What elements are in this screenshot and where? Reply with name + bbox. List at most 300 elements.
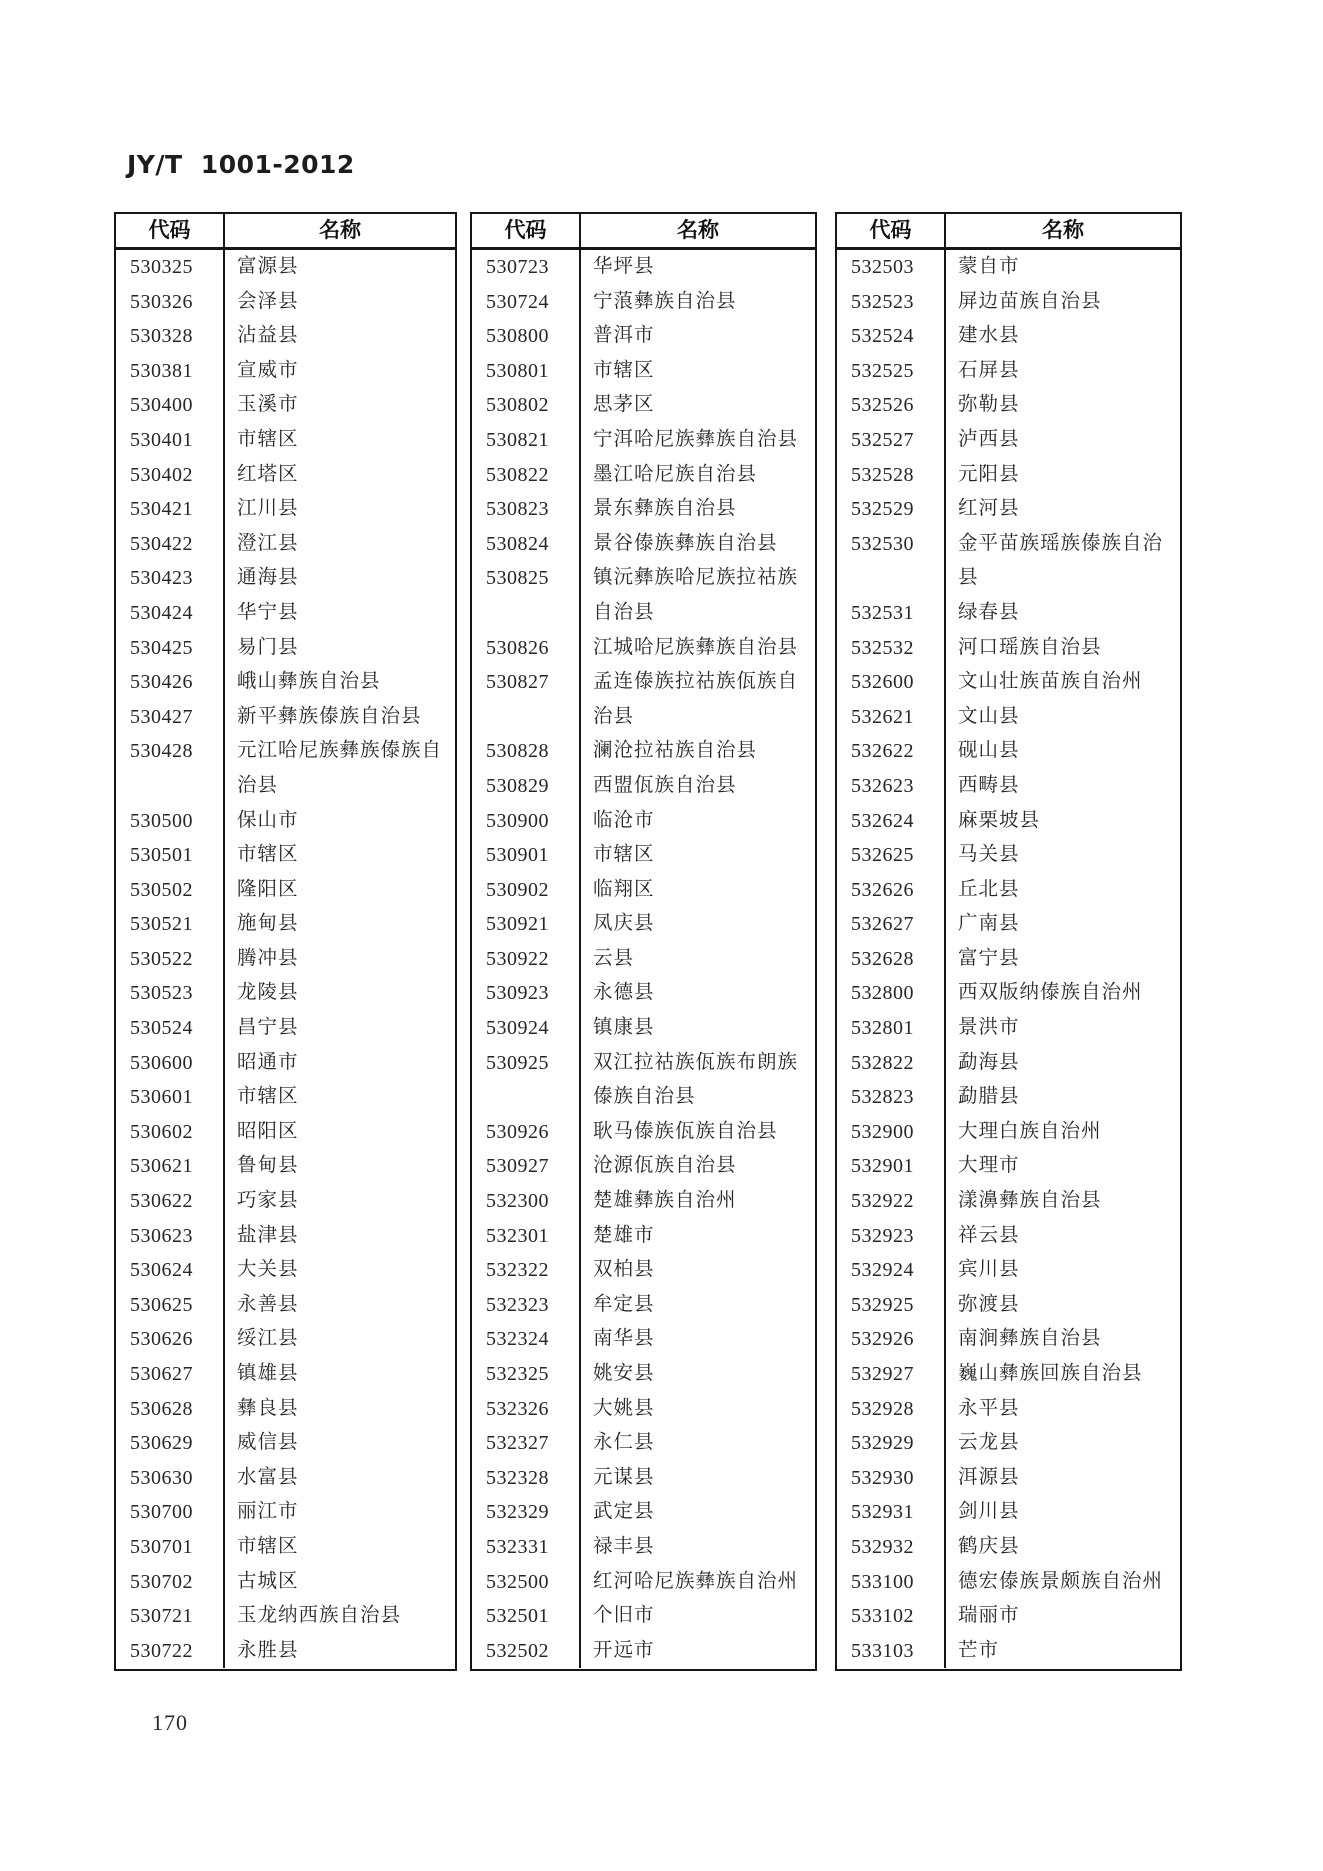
code-cell: 530500 [116, 804, 225, 839]
name-cell: 禄丰县 [593, 1535, 655, 1557]
name-cell: 祥云县 [958, 1224, 1020, 1246]
name-cell: 峨山彝族自治县 [237, 671, 381, 693]
code-cell: 530428 [116, 734, 225, 803]
table-row [472, 250, 815, 285]
code-cell: 532927 [837, 1357, 946, 1392]
code-cell: 530702 [116, 1565, 225, 1600]
code-cell: 532525 [837, 354, 946, 389]
code-cell: 530524 [116, 1011, 225, 1046]
code-cell: 530829 [472, 769, 581, 804]
table-row [837, 700, 1180, 735]
code-cell: 532327 [472, 1426, 581, 1461]
name-cell: 元谋县 [593, 1466, 655, 1488]
code-cell: 530826 [472, 631, 581, 666]
name-cell: 景东彝族自治县 [593, 498, 737, 520]
table-row [837, 1461, 1180, 1496]
table-row [116, 1322, 455, 1357]
name-cell: 蒙自市 [958, 256, 1020, 277]
table-row [837, 804, 1180, 839]
table-row [837, 1080, 1180, 1115]
code-cell: 530427 [116, 700, 225, 735]
code-cell: 532926 [837, 1322, 946, 1357]
table-row [116, 1115, 455, 1150]
code-cell: 530381 [116, 354, 225, 389]
name-cell: 耿马傣族佤族自治县 [593, 1120, 778, 1142]
name-cell: 红河县 [958, 498, 1020, 520]
code-cell: 530629 [116, 1426, 225, 1461]
name-cell: 宣威市 [237, 359, 299, 381]
table-row [472, 1115, 815, 1150]
code-cell: 530626 [116, 1322, 225, 1357]
name-cell: 马关县 [958, 844, 1020, 866]
name-cell: 大理市 [958, 1155, 1020, 1177]
table-row [472, 1253, 815, 1288]
name-cell: 水富县 [237, 1466, 299, 1488]
table-row [837, 976, 1180, 1011]
code-cell: 530921 [472, 907, 581, 942]
table-row [116, 1565, 455, 1600]
name-cell: 巧家县 [237, 1190, 299, 1212]
code-cell: 530628 [116, 1392, 225, 1427]
name-cell: 石屏县 [958, 359, 1020, 381]
table-row [837, 1288, 1180, 1323]
table-row [472, 492, 815, 527]
table-row [116, 492, 455, 527]
table-row [116, 1080, 455, 1115]
name-cell: 龙陵县 [237, 982, 299, 1004]
code-cell: 532930 [837, 1461, 946, 1496]
name-cell: 江川县 [237, 498, 299, 520]
name-cell: 市辖区 [237, 1535, 299, 1557]
table-row [837, 1599, 1180, 1634]
table-row [837, 1046, 1180, 1081]
table-row [116, 1184, 455, 1219]
code-cell: 532532 [837, 631, 946, 666]
code-cell: 532922 [837, 1184, 946, 1219]
code-cell: 530700 [116, 1495, 225, 1530]
code-cell: 530325 [116, 250, 225, 285]
table-row [116, 458, 455, 493]
table-body [472, 250, 815, 1668]
code-cell: 530522 [116, 942, 225, 977]
name-cell: 武定县 [593, 1501, 655, 1523]
code-cell: 530721 [116, 1599, 225, 1634]
name-cell: 华坪县 [593, 256, 655, 277]
code-cell: 532523 [837, 285, 946, 320]
code-cell: 532529 [837, 492, 946, 527]
name-cell: 南涧彝族自治县 [958, 1328, 1102, 1350]
table-row [472, 942, 815, 977]
table-row [116, 250, 455, 285]
name-cell: 市辖区 [237, 428, 299, 450]
name-cell: 弥渡县 [958, 1293, 1020, 1315]
code-cell: 530400 [116, 388, 225, 423]
name-cell: 普洱市 [593, 325, 655, 347]
code-cell: 530926 [472, 1115, 581, 1150]
table-row [837, 492, 1180, 527]
name-cell: 施甸县 [237, 913, 299, 935]
name-cell: 镇康县 [593, 1017, 655, 1039]
code-cell: 532530 [837, 527, 946, 596]
code-cell: 532928 [837, 1392, 946, 1427]
name-cell: 保山市 [237, 809, 299, 831]
name-cell: 瑞丽市 [958, 1605, 1020, 1627]
code-cell: 532622 [837, 734, 946, 769]
code-cell: 532503 [837, 250, 946, 285]
name-cell: 凤庆县 [593, 913, 655, 935]
name-cell: 丽江市 [237, 1501, 299, 1523]
code-cell: 532925 [837, 1288, 946, 1323]
name-cell: 宁洱哈尼族彝族自治县 [593, 428, 799, 450]
table-row [472, 838, 815, 873]
code-cell: 532801 [837, 1011, 946, 1046]
code-cell: 532800 [837, 976, 946, 1011]
name-cell: 市辖区 [593, 359, 655, 381]
code-cell: 532501 [472, 1599, 581, 1634]
name-cell: 昭阳区 [237, 1120, 299, 1142]
name-cell: 洱源县 [958, 1466, 1020, 1488]
code-cell: 530425 [116, 631, 225, 666]
code-cell: 530927 [472, 1149, 581, 1184]
name-column-header: 名称 [1042, 218, 1084, 242]
name-cell: 麻栗坡县 [958, 809, 1041, 831]
name-cell: 广南县 [958, 913, 1020, 935]
name-cell: 临翔区 [593, 878, 655, 900]
name-cell: 宾川县 [958, 1259, 1020, 1281]
table-row [116, 631, 455, 666]
name-cell: 文山壮族苗族自治州 [958, 671, 1143, 693]
table-row [472, 769, 815, 804]
code-cell: 530627 [116, 1357, 225, 1392]
code-cell: 533100 [837, 1565, 946, 1600]
name-cell: 华宁县 [237, 601, 299, 623]
name-cell: 绥江县 [237, 1328, 299, 1350]
code-cell: 532600 [837, 665, 946, 700]
table-row [116, 873, 455, 908]
name-cell: 元阳县 [958, 463, 1020, 485]
table-row [116, 1599, 455, 1634]
table-header-row [116, 214, 455, 250]
name-cell: 巍山彝族回族自治县 [958, 1363, 1143, 1384]
table-row [837, 1392, 1180, 1427]
table-row [472, 1530, 815, 1565]
name-cell: 孟连傣族拉祜族佤族自治县 [593, 671, 799, 727]
name-cell: 大关县 [237, 1259, 299, 1281]
name-cell: 富宁县 [958, 947, 1020, 969]
table-row [472, 1357, 815, 1392]
code-cell: 532929 [837, 1426, 946, 1461]
table-row [837, 1011, 1180, 1046]
table-row [837, 423, 1180, 458]
name-column-header: 名称 [319, 218, 361, 242]
code-cell: 532621 [837, 700, 946, 735]
name-column-header: 名称 [677, 218, 719, 242]
table-row [472, 1392, 815, 1427]
name-cell: 思茅区 [593, 394, 655, 416]
name-cell: 河口瑶族自治县 [958, 636, 1102, 658]
code-cell: 530422 [116, 527, 225, 562]
name-cell: 盐津县 [237, 1224, 299, 1246]
table-row [116, 734, 455, 803]
name-cell: 绿春县 [958, 601, 1020, 623]
table-row [837, 1565, 1180, 1600]
table-row [116, 665, 455, 700]
name-cell: 澜沧拉祜族自治县 [593, 740, 758, 762]
code-cell: 532628 [837, 942, 946, 977]
name-cell: 屏边苗族自治县 [958, 290, 1102, 312]
code-cell: 532300 [472, 1184, 581, 1219]
name-cell: 云县 [593, 947, 635, 969]
name-cell: 西双版纳傣族自治州 [958, 982, 1143, 1004]
code-cell: 533103 [837, 1634, 946, 1669]
name-cell: 元江哈尼族彝族傣族自治县 [237, 740, 443, 796]
code-cell: 532924 [837, 1253, 946, 1288]
code-cell: 530723 [472, 250, 581, 285]
code-cell: 532331 [472, 1530, 581, 1565]
code-cell: 530922 [472, 942, 581, 977]
name-cell: 丘北县 [958, 878, 1020, 900]
table-row [837, 1357, 1180, 1392]
code-cell: 530401 [116, 423, 225, 458]
code-cell: 532528 [837, 458, 946, 493]
code-cell: 530501 [116, 838, 225, 873]
code-cell: 530424 [116, 596, 225, 631]
code-cell: 530521 [116, 907, 225, 942]
table-row [837, 1634, 1180, 1669]
code-cell: 532326 [472, 1392, 581, 1427]
name-cell: 富源县 [237, 256, 299, 277]
table-row [116, 561, 455, 596]
table-row [837, 665, 1180, 700]
name-cell: 楚雄彝族自治州 [593, 1190, 737, 1212]
table-row [116, 1046, 455, 1081]
name-cell: 澄江县 [237, 532, 299, 554]
code-cell: 530827 [472, 665, 581, 734]
name-cell: 泸西县 [958, 428, 1020, 450]
table-body [837, 250, 1180, 1668]
name-cell: 玉龙纳西族自治县 [237, 1605, 402, 1627]
name-cell: 沾益县 [237, 325, 299, 347]
table-row [837, 596, 1180, 631]
table-row [837, 873, 1180, 908]
code-cell: 530523 [116, 976, 225, 1011]
table-row [837, 1115, 1180, 1150]
name-cell: 永平县 [958, 1397, 1020, 1419]
table-row [116, 1392, 455, 1427]
name-cell: 易门县 [237, 636, 299, 658]
code-cell: 530600 [116, 1046, 225, 1081]
table-row [116, 423, 455, 458]
code-table-1 [114, 212, 457, 1671]
table-row [116, 1011, 455, 1046]
name-cell: 勐海县 [958, 1051, 1020, 1073]
code-cell: 530602 [116, 1115, 225, 1150]
table-row [116, 285, 455, 320]
code-cell: 532527 [837, 423, 946, 458]
name-cell: 双江拉祜族佤族布朗族傣族自治县 [593, 1051, 799, 1108]
table-row [472, 1046, 815, 1115]
table-row [837, 734, 1180, 769]
code-cell: 530901 [472, 838, 581, 873]
code-cell: 530924 [472, 1011, 581, 1046]
code-column-header: 代码 [837, 214, 946, 247]
table-row [472, 1288, 815, 1323]
name-cell: 威信县 [237, 1432, 299, 1454]
code-table-2 [470, 212, 817, 1671]
code-cell: 532623 [837, 769, 946, 804]
name-cell: 永仁县 [593, 1432, 655, 1454]
name-cell: 大理白族自治州 [958, 1120, 1102, 1142]
table-row [837, 527, 1180, 596]
code-cell: 530402 [116, 458, 225, 493]
table-row [116, 1357, 455, 1392]
table-row [472, 1565, 815, 1600]
table-row [472, 354, 815, 389]
table-row [472, 665, 815, 734]
code-cell: 530630 [116, 1461, 225, 1496]
name-cell: 德宏傣族景颇族自治州 [958, 1570, 1164, 1592]
table-row [116, 1426, 455, 1461]
page-number: 170 [152, 1710, 188, 1735]
code-cell: 530724 [472, 285, 581, 320]
name-cell: 玉溪市 [237, 394, 299, 416]
code-cell: 530426 [116, 665, 225, 700]
table-row [472, 458, 815, 493]
name-cell: 南华县 [593, 1328, 655, 1350]
table-row [837, 631, 1180, 666]
code-cell: 530623 [116, 1219, 225, 1254]
name-cell: 景谷傣族彝族自治县 [593, 532, 778, 554]
name-cell: 墨江哈尼族自治县 [593, 463, 758, 485]
table-row [837, 250, 1180, 285]
code-cell: 532932 [837, 1530, 946, 1565]
table-row [116, 1461, 455, 1496]
table-row [472, 561, 815, 630]
table-row [472, 388, 815, 423]
table-row [472, 907, 815, 942]
name-cell: 会泽县 [237, 290, 299, 312]
code-cell: 530800 [472, 319, 581, 354]
table-row [116, 838, 455, 873]
code-cell: 532322 [472, 1253, 581, 1288]
name-cell: 昭通市 [237, 1051, 299, 1073]
table-row [472, 1634, 815, 1669]
table-row [837, 838, 1180, 873]
table-row [472, 527, 815, 562]
name-cell: 隆阳区 [237, 878, 299, 900]
table-header-row [837, 214, 1180, 250]
code-cell: 530823 [472, 492, 581, 527]
table-row [837, 285, 1180, 320]
name-cell: 西畴县 [958, 774, 1020, 796]
code-cell: 532531 [837, 596, 946, 631]
table-row [837, 1149, 1180, 1184]
table-row [837, 1530, 1180, 1565]
table-body [116, 250, 455, 1668]
table-row [472, 1599, 815, 1634]
name-cell: 建水县 [958, 325, 1020, 347]
name-cell: 市辖区 [237, 1086, 299, 1108]
name-cell: 永善县 [237, 1293, 299, 1315]
table-row [837, 1219, 1180, 1254]
table-row [116, 1495, 455, 1530]
name-cell: 鹤庆县 [958, 1535, 1020, 1557]
table-row [472, 1322, 815, 1357]
table-row [837, 1184, 1180, 1219]
code-cell: 532626 [837, 873, 946, 908]
table-row [116, 942, 455, 977]
code-cell: 532627 [837, 907, 946, 942]
name-cell: 双柏县 [593, 1259, 655, 1281]
code-cell: 530621 [116, 1149, 225, 1184]
name-cell: 弥勒县 [958, 394, 1020, 416]
code-cell: 530900 [472, 804, 581, 839]
name-cell: 通海县 [237, 567, 299, 589]
table-row [472, 423, 815, 458]
table-row [116, 388, 455, 423]
code-cell: 530625 [116, 1288, 225, 1323]
name-cell: 楚雄市 [593, 1224, 655, 1246]
name-cell: 个旧市 [593, 1605, 655, 1627]
name-cell: 宁蒗彝族自治县 [593, 290, 737, 312]
table-row [472, 1184, 815, 1219]
name-cell: 勐腊县 [958, 1086, 1020, 1108]
code-cell: 532900 [837, 1115, 946, 1150]
name-cell: 芒市 [958, 1639, 1000, 1661]
name-cell: 西盟佤族自治县 [593, 774, 737, 796]
code-cell: 530326 [116, 285, 225, 320]
table-row [116, 907, 455, 942]
code-cell: 532524 [837, 319, 946, 354]
name-cell: 古城区 [237, 1570, 299, 1592]
table-row [116, 1219, 455, 1254]
code-cell: 533102 [837, 1599, 946, 1634]
code-column-header: 代码 [472, 214, 581, 247]
name-cell: 市辖区 [237, 844, 299, 866]
name-cell: 临沧市 [593, 809, 655, 831]
code-cell: 530722 [116, 1634, 225, 1669]
table-row [116, 1634, 455, 1669]
code-cell: 532301 [472, 1219, 581, 1254]
name-cell: 新平彝族傣族自治县 [237, 705, 422, 727]
table-row [472, 1011, 815, 1046]
name-cell: 红塔区 [237, 463, 299, 485]
code-cell: 532822 [837, 1046, 946, 1081]
code-cell: 530902 [472, 873, 581, 908]
code-cell: 532328 [472, 1461, 581, 1496]
name-cell: 红河哈尼族彝族自治州 [593, 1570, 799, 1592]
table-row [472, 285, 815, 320]
code-cell: 530423 [116, 561, 225, 596]
table-row [472, 1426, 815, 1461]
table-row [837, 1495, 1180, 1530]
name-cell: 昌宁县 [237, 1017, 299, 1039]
code-cell: 530925 [472, 1046, 581, 1115]
name-cell: 市辖区 [593, 844, 655, 866]
name-cell: 金平苗族瑶族傣族自治县 [958, 532, 1164, 589]
table-row [837, 388, 1180, 423]
name-cell: 腾冲县 [237, 947, 299, 969]
code-cell: 532329 [472, 1495, 581, 1530]
table-row [837, 769, 1180, 804]
table-header-row [472, 214, 815, 250]
table-row [472, 319, 815, 354]
name-cell: 大姚县 [593, 1397, 655, 1419]
code-cell: 530825 [472, 561, 581, 630]
table-row [472, 976, 815, 1011]
name-cell: 永胜县 [237, 1639, 299, 1661]
table-row [837, 907, 1180, 942]
